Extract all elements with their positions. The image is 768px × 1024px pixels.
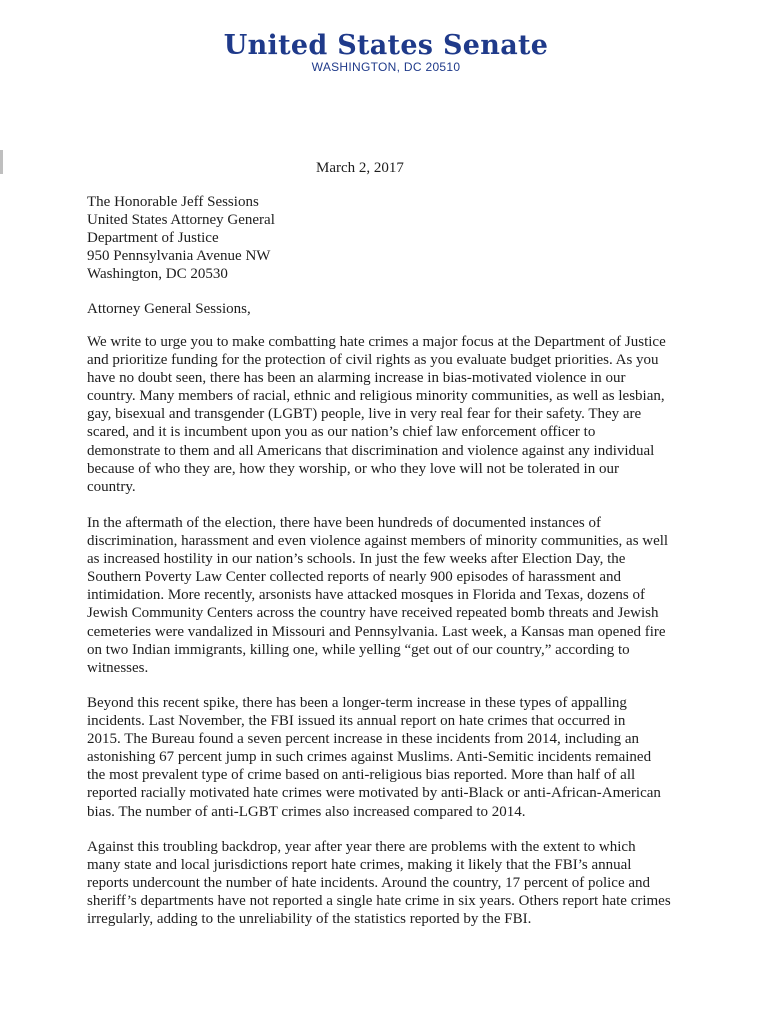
paragraph-line: have no doubt seen, there has been an alarming increase in bias-motivated violence in our (87, 370, 626, 387)
body-paragraph-1 (87, 333, 727, 496)
paragraph-line: irregularly, adding to the unreliability of the statistics reported by the FBI. (87, 911, 532, 928)
paragraph-line: gay, bisexual and transgender (LGBT) people, live in very real fear for their safety. They are (87, 406, 642, 423)
paragraph-line: country. Many members of racial, ethnic and religious minority communities, as well as lesbian, (87, 388, 665, 405)
paragraph-line: Southern Poverty Law Center collected reports of nearly 900 episodes of harassment and (87, 569, 622, 586)
body-paragraph-4 (87, 838, 727, 928)
scan-margin-mark (0, 150, 3, 174)
paragraph-line: sheriff’s departments have not reported a single hate crime in six years. Others report hate crimes (87, 893, 671, 910)
paragraph-line: bias. The number of anti-LGBT crimes also increased compared to 2014. (87, 803, 526, 820)
paragraph-line: Against this troubling backdrop, year after year there are problems with the extent to which (87, 839, 636, 855)
letterhead (0, 30, 768, 74)
letterhead-title: United States Senate (223, 30, 549, 61)
body-paragraph-3 (87, 694, 727, 821)
paragraph-line: incidents. Last November, the FBI issued its annual report on hate crimes that occurred in (87, 713, 626, 730)
paragraph-line: witnesses. (87, 659, 149, 676)
paragraph-line: as increased hostility in our nation’s schools. In just the few weeks after Election Day, the (87, 551, 626, 568)
paragraph-line: country. (87, 478, 136, 495)
paragraph-line: intimidation. More recently, arsonists have attacked mosques in Florida and Texas, dozens of (87, 587, 645, 604)
recipient-line: Washington, DC 20530 (87, 266, 228, 282)
letterhead-address: WASHINGTON, DC 20510 (311, 60, 461, 74)
body-paragraph-2 (87, 514, 727, 677)
paragraph-line: scared, and it is incumbent upon you as our nation’s chief law enforcement officer to (87, 424, 596, 441)
paragraph-line: 2015. The Bureau found a seven percent increase in these incidents from 2014, including an (87, 731, 640, 748)
recipient-line: Department of Justice (87, 230, 219, 246)
paragraph-line: discrimination, harassment and even violence against members of minority communities, as well (87, 533, 669, 550)
paragraph-line: demonstrate to them and all Americans that discrimination and violence against any individual (87, 442, 655, 459)
letter-date: March 2, 2017 (316, 160, 404, 176)
recipient-address-block (87, 193, 275, 283)
paragraph-line: the most prevalent type of crime based on anti-religious bias reported. More than half of all (87, 767, 636, 784)
paragraph-line: In the aftermath of the election, there have been hundreds of documented instances of (87, 515, 601, 531)
paragraph-line: We write to urge you to make combatting hate crimes a major focus at the Department of Justice (87, 334, 666, 350)
recipient-line: The Honorable Jeff Sessions (87, 194, 259, 210)
paragraph-line: because of who they are, how they worship, or who they love will not be tolerated in our (87, 460, 619, 477)
recipient-line: United States Attorney General (87, 212, 275, 228)
paragraph-line: and prioritize funding for the protection of civil rights as you evaluate budget priorities. As you (87, 352, 659, 369)
paragraph-line: reports undercount the number of hate incidents. Around the country, 17 percent of police and (87, 875, 651, 892)
paragraph-line: on two Indian immigrants, killing one, while yelling “get out of our country,” according to (87, 641, 630, 658)
paragraph-line: many state and local jurisdictions report hate crimes, making it likely that the FBI’s annual (87, 857, 632, 874)
recipient-line: 950 Pennsylvania Avenue NW (87, 248, 271, 264)
paragraph-line: Jewish Community Centers across the country have received repeated bomb threats and Jewish (87, 605, 659, 622)
paragraph-line: astonishing 67 percent jump in such crimes against Muslims. Anti-Semitic incidents remained (87, 749, 652, 766)
salutation: Attorney General Sessions, (87, 301, 251, 317)
paragraph-line: reported racially motivated hate crimes were motivated by anti-Black or anti-African-American (87, 785, 661, 802)
paragraph-line: cemeteries were vandalized in Missouri and Pennsylvania. Last week, a Kansas man opened fire (87, 623, 666, 640)
paragraph-line: Beyond this recent spike, there has been a longer-term increase in these types of appalling (87, 695, 627, 711)
